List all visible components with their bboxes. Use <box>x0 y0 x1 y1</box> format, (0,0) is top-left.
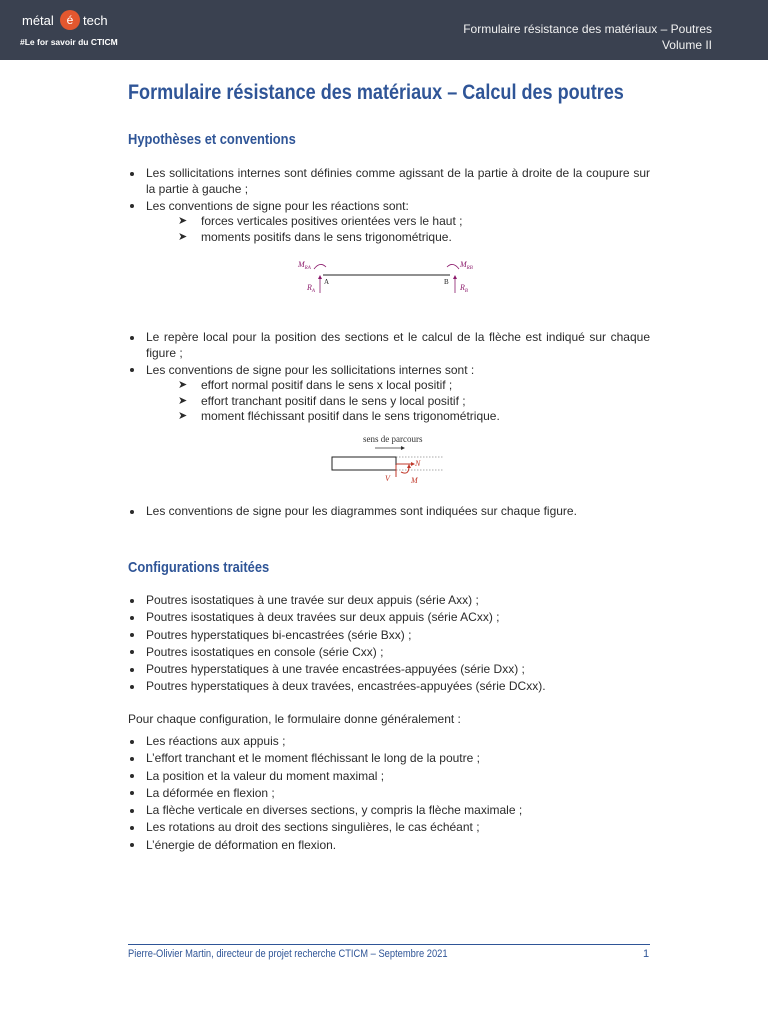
list-item: Poutres hyperstatiques bi-encastrées (série Bxx) ; <box>128 628 650 644</box>
label-m: M <box>411 476 418 485</box>
logo-tagline: #Le for savoir du CTICM <box>20 37 118 47</box>
hypotheses-list-a <box>128 166 650 247</box>
moment-b-arc <box>447 264 459 269</box>
document-title: Formulaire résistance des matériaux – Calcul des poutres <box>128 81 624 104</box>
arrow-bullet-icon: ➤ <box>178 230 188 243</box>
configurations-list <box>128 593 650 697</box>
configurations-intro: Pour chaque configuration, le formulaire donne généralement : <box>128 712 461 726</box>
arrow-bullet-icon: ➤ <box>178 394 188 407</box>
sub-list-item-text: effort tranchant positif dans le sens y local positif ; <box>201 393 466 408</box>
list-item: Poutres hyperstatiques à deux travées, encastrées-appuyées (série DCxx). <box>128 679 650 695</box>
list-item: Les rotations au droit des sections singulières, le cas échéant ; <box>128 820 650 836</box>
list-item: Les sollicitations internes sont définies comme agissant de la partie à droite de la coupure sur la partie à gauche ; <box>128 166 650 197</box>
section-heading-hypotheses: Hypothèses et conventions <box>128 131 296 148</box>
header-title-line2: Volume II <box>661 38 712 52</box>
logo-badge: é <box>60 10 80 30</box>
sub-list-item <box>146 214 650 230</box>
logo-word-metal: métal <box>22 13 54 28</box>
list-item: Poutres isostatiques à une travée sur deux appuis (série Axx) ; <box>128 593 650 609</box>
list-item: Les réactions aux appuis ; <box>128 734 650 750</box>
list-item: La position et la valeur du moment maximal ; <box>128 769 650 785</box>
moment-a-arc <box>314 264 326 269</box>
arrow-bullet-icon: ➤ <box>178 379 188 392</box>
page-number: 1 <box>643 948 650 960</box>
header-title-line1: Formulaire résistance des matériaux – Poutres <box>463 22 712 36</box>
page-header <box>0 0 768 60</box>
list-item: L’énergie de déformation en flexion. <box>128 838 650 854</box>
label-sens-de-parcours: sens de parcours <box>363 434 423 444</box>
reaction-sublist <box>146 214 650 245</box>
beam-section <box>332 457 396 470</box>
list-item: Poutres isostatiques à deux travées sur deux appuis (série ACxx) ; <box>128 610 650 626</box>
list-item: Les conventions de signe pour les diagrammes sont indiquées sur chaque figure. <box>128 504 650 520</box>
label-m-ra: $M_{RA}$ <box>298 260 311 271</box>
list-item: L’effort tranchant et le moment fléchissant le long de la poutre ; <box>128 751 650 767</box>
footer-divider <box>128 944 650 945</box>
label-m-rb: $M_{RB}$ <box>460 260 473 271</box>
arrow-bullet-icon: ➤ <box>178 215 188 228</box>
sub-list-item <box>146 378 650 394</box>
reaction-convention-figure <box>290 255 490 300</box>
sub-list-item-text: moment fléchissant positif dans le sens trigonométrique. <box>201 409 500 424</box>
label-r-a: $R_A$ <box>307 283 315 294</box>
sub-list-item <box>146 394 650 410</box>
list-item: Poutres isostatiques en console (série Cxx) ; <box>128 645 650 661</box>
sub-list-item-text: effort normal positif dans le sens x local positif ; <box>201 378 453 393</box>
label-r-b: $R_B$ <box>460 283 468 294</box>
sub-list-item-text: moments positifs dans le sens trigonométrique. <box>201 229 452 244</box>
logo-word-tech: tech <box>83 13 108 28</box>
list-item: La déformée en flexion ; <box>128 786 650 802</box>
hypotheses-list-b <box>128 330 650 427</box>
list-item: La flèche verticale en diverses sections, y compris la flèche maximale ; <box>128 803 650 819</box>
label-point-b: B <box>444 278 449 286</box>
internal-forces-figure <box>325 432 455 487</box>
list-item-text: Les conventions de signe pour les réactions sont: <box>146 198 409 213</box>
internal-force-sublist <box>146 378 650 425</box>
arrow-bullet-icon: ➤ <box>178 410 188 423</box>
sub-list-item <box>146 230 650 246</box>
hypotheses-list-c <box>128 504 650 521</box>
footer-author: Pierre-Olivier Martin, directeur de projet recherche CTICM – Septembre 2021 <box>128 948 448 960</box>
label-n: N <box>415 459 421 468</box>
list-item: Poutres hyperstatiques à une travée encastrées-appuyées (série Dxx) ; <box>128 662 650 678</box>
list-item-text: Les conventions de signe pour les sollicitations internes sont : <box>146 362 475 377</box>
metaltech-logo[interactable] <box>20 8 120 52</box>
list-item: Le repère local pour la position des sections et le calcul de la flèche est indiqué sur chaque figure ; <box>128 330 650 361</box>
sub-list-item-text: forces verticales positives orientées vers le haut ; <box>201 214 463 229</box>
label-point-a: A <box>324 278 330 286</box>
section-heading-configurations: Configurations traitées <box>128 559 270 576</box>
list-item <box>128 199 650 246</box>
outputs-list <box>128 734 650 855</box>
sub-list-item <box>146 409 650 425</box>
list-item <box>128 363 650 425</box>
header-document-title <box>463 21 712 53</box>
label-v: V <box>385 474 390 483</box>
